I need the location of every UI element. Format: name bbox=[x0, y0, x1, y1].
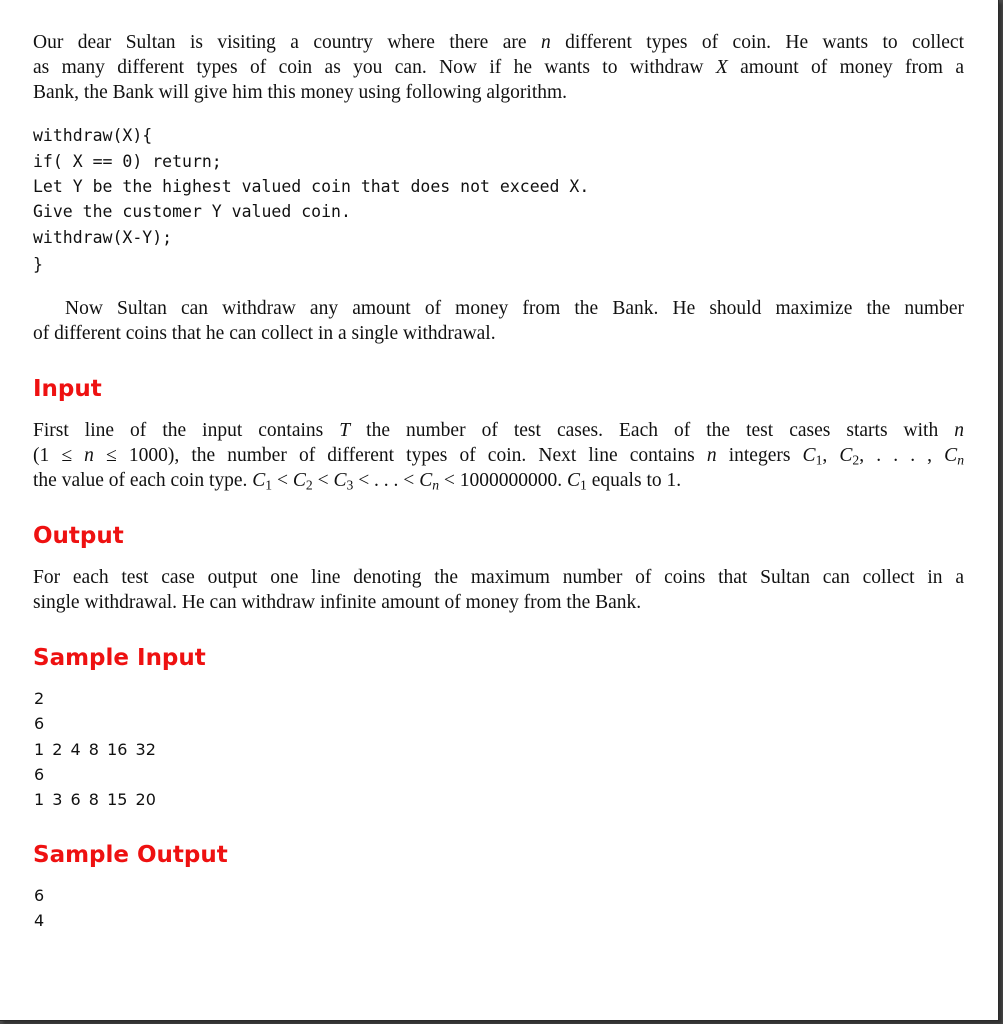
sample-input-line: 1 2 4 8 16 32 bbox=[34, 740, 156, 759]
var-n: n bbox=[540, 32, 551, 53]
sample-output-line: 6 bbox=[34, 886, 45, 905]
output-heading: Output bbox=[33, 523, 124, 549]
paragraph2-line-2: of different coins that he can collect in a single withdrawal. bbox=[33, 323, 496, 344]
sample-input-line: 1 3 6 8 15 20 bbox=[34, 790, 156, 809]
input-line-3: the value of each coin type. $C_1 < C_2 < C_3$ < . . . < $C_n < 1000000000$. $C_1$ equals to 1. bbox=[33, 470, 682, 493]
intro-line-3: Bank, the Bank will give him this money using following algorithm. bbox=[33, 82, 568, 103]
code-line-1: withdraw(X){ bbox=[33, 126, 153, 145]
input-line-2: (1 ≤ n ≤ 1000), the number of different types of coin. Next line contains n integers $C_1$, $C_2$, . . . , $C_n$ bbox=[33, 445, 965, 468]
output-line-2: single withdrawal. He can withdraw infinite amount of money from the Bank. bbox=[33, 592, 642, 613]
paragraph2-line-1: Now Sultan can withdraw any amount of money from the Bank. He should maximize the number bbox=[65, 298, 964, 319]
input-line-1: First line of the input contains T the number of test cases. Each of the test cases starts with n bbox=[33, 420, 964, 441]
code-line-6: } bbox=[33, 255, 43, 274]
output-line-1: For each test case output one line denoting the maximum number of coins that Sultan can collect in a bbox=[33, 567, 964, 588]
sample-output-heading: Sample Output bbox=[33, 842, 228, 868]
sample-input-line: 6 bbox=[34, 714, 45, 733]
var-x: X bbox=[715, 57, 728, 78]
sample-input-line: 6 bbox=[34, 765, 45, 784]
intro-line-2: as many different types of coin as you can. Now if he wants to withdraw X amount of money from a bbox=[33, 57, 964, 78]
sample-input-heading: Sample Input bbox=[33, 645, 206, 671]
sample-input-line: 2 bbox=[34, 689, 45, 708]
intro-line-1: Our dear Sultan is visiting a country where there are n different types of coin. He wants to collect bbox=[33, 32, 964, 53]
code-line-4: Give the customer Y valued coin. bbox=[33, 202, 351, 221]
code-line-2: if( X == 0) return; bbox=[33, 152, 222, 171]
input-heading: Input bbox=[33, 376, 102, 402]
code-line-5: withdraw(X-Y); bbox=[33, 228, 173, 247]
sample-output-line: 4 bbox=[34, 911, 45, 930]
code-line-3: Let Y be the highest valued coin that does not exceed X. bbox=[33, 177, 590, 196]
